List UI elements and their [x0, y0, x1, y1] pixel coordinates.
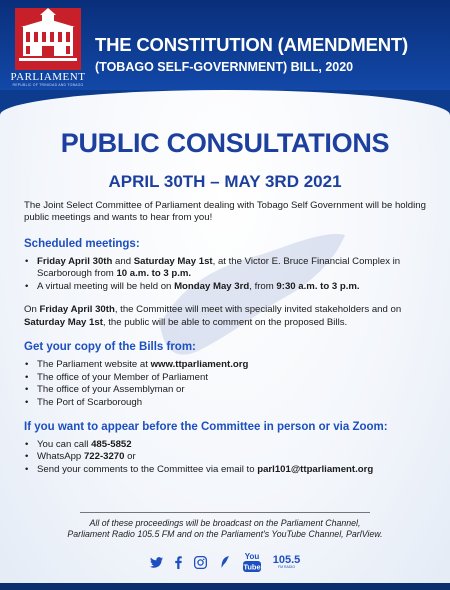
virtual-meeting-day: Monday May 3rd	[174, 280, 250, 292]
text-on: On	[24, 304, 40, 316]
website-text: The Parliament website at	[37, 359, 151, 371]
page-title: PUBLIC CONSULTATIONS	[60, 128, 390, 158]
virtual-meeting-time: 9:30 a.m. to 3 p.m.	[276, 280, 360, 292]
list-item	[24, 256, 434, 281]
whatsapp-text: WhatsApp	[37, 451, 84, 463]
bills-list	[24, 359, 434, 409]
radio-label: FM RADIO	[277, 564, 296, 569]
logo-subtitle: REPUBLIC OF TRINIDAD AND TOBAGO	[12, 83, 84, 87]
notice-body	[24, 200, 434, 476]
parliament-logo	[10, 8, 86, 92]
parliament-building-icon	[15, 8, 81, 70]
list-item	[24, 464, 434, 476]
meeting-location: , at the Victor E. Bruce Financial Complex in Scarborough from	[37, 255, 401, 280]
parlview-icon[interactable]	[219, 555, 231, 569]
meeting-time: 10 a.m. to 3 p.m.	[116, 268, 192, 280]
stakeholder-paragraph	[24, 304, 434, 329]
get-bills-heading: Get your copy of the Bills from:	[24, 341, 196, 354]
website-link[interactable]: www.ttparliament.org	[150, 359, 249, 371]
broadcast-line-2: Parliament Radio 105.5 FM and on the Parliament's YouTube Channel, ParlView.	[67, 529, 383, 540]
instagram-icon[interactable]	[194, 556, 207, 569]
youtube-icon[interactable]	[243, 551, 261, 573]
meeting-day-1: Friday April 30th	[37, 255, 113, 267]
whatsapp-number[interactable]: 722-3270	[83, 451, 125, 463]
logo-wordmark: PARLIAMENT	[10, 71, 86, 83]
radio-icon[interactable]	[273, 555, 301, 570]
bill-title: THE CONSTITUTION (AMENDMENT)	[95, 34, 408, 55]
footer-strip	[0, 583, 450, 590]
text-or: or	[124, 451, 136, 463]
scheduled-meetings-heading: Scheduled meetings:	[24, 237, 140, 250]
list-item	[24, 281, 434, 293]
stakeholder-day: Friday April 30th	[39, 304, 115, 316]
facebook-icon[interactable]	[175, 556, 182, 569]
email-text: Send your comments to the Committee via email to	[37, 463, 258, 475]
radio-frequency: 105.5	[272, 553, 301, 566]
stakeholder-text: , the Committee will meet with specially invited stakeholders and on	[114, 304, 402, 316]
list-item	[24, 439, 434, 451]
list-item: • The office of your Assemblyman or	[24, 384, 434, 396]
public-day: Saturday May 1st	[24, 316, 103, 328]
broadcast-note	[30, 518, 420, 541]
contact-list	[24, 439, 434, 476]
meetings-list	[24, 256, 434, 293]
list-item	[24, 359, 434, 371]
appear-heading: If you want to appear before the Committee in person or via Zoom:	[24, 421, 388, 434]
social-icons	[0, 550, 450, 574]
email-link[interactable]: parl101@ttparliament.org	[257, 463, 374, 475]
text-from: , from	[249, 280, 277, 292]
list-item: • The Port of Scarborough	[24, 397, 434, 409]
list-item	[24, 451, 434, 463]
divider	[80, 512, 370, 513]
consultation-dates: APRIL 30TH – MAY 3RD 2021	[108, 172, 342, 191]
phone-number[interactable]: 485-5852	[91, 438, 132, 450]
bill-subtitle: (TOBAGO SELF-GOVERNMENT) BILL, 2020	[95, 60, 354, 74]
header-banner	[0, 0, 450, 90]
list-item: • The office of your Member of Parliament	[24, 372, 434, 384]
virtual-meeting-text: A virtual meeting will be held on	[37, 280, 175, 292]
youtube-text-bottom: Tube	[243, 562, 261, 572]
call-text: You can call	[37, 438, 92, 450]
intro-paragraph: The Joint Select Committee of Parliament dealing with Tobago Self Government will be holding public meetings and wants to hear from you!	[24, 200, 426, 224]
text-and: and	[112, 255, 134, 267]
broadcast-line-1: All of these proceedings will be broadcast on the Parliament Channel,	[89, 518, 361, 528]
meeting-day-2: Saturday May 1st	[133, 255, 213, 267]
public-text: , the public will be able to comment on the proposed Bills.	[102, 316, 348, 328]
youtube-text-top: You	[244, 552, 259, 561]
twitter-icon[interactable]	[150, 557, 163, 568]
